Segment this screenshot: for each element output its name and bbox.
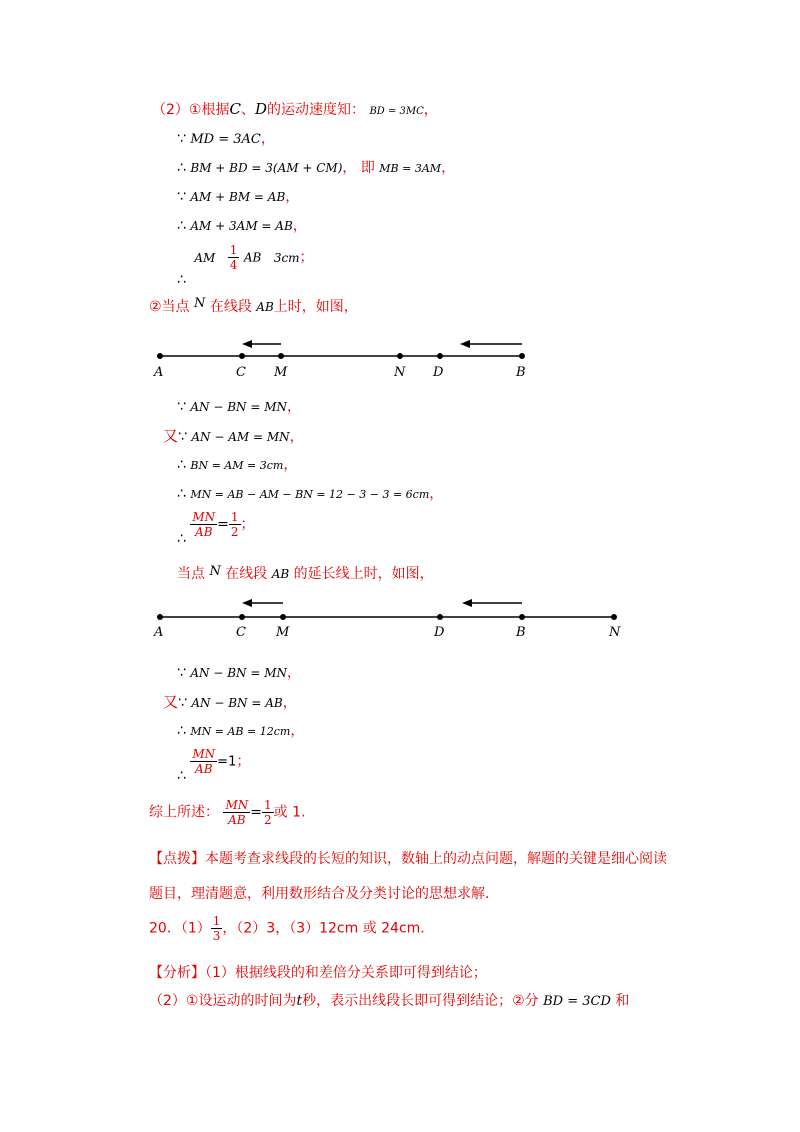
case1-line1 [177,396,301,416]
fraction-numerator: MN [225,798,249,812]
q20-answer [149,914,425,943]
eq-mb-3am: MB = 3AM [379,162,442,175]
you-text: 又 [163,693,179,711]
summary-line [149,798,305,827]
dot-D [437,614,443,620]
case2-line2 [163,691,297,712]
eq-an-am: AN − AM = MN [191,430,290,444]
point-N: N [209,564,221,579]
dot-N [611,614,617,620]
eq-mn-calc: MN = AB − AM − BN = 12 − 3 − 3 = 6cm [190,488,430,501]
comma: ， [289,429,304,445]
fraction-half [229,510,241,539]
q20-number: 20．（1） [149,920,211,937]
comma: ， [292,218,307,234]
case1-line3 [177,454,297,474]
equals-one: =1 [217,754,237,770]
fenxi-text-b: 秒，表示出线段长即可得到结论；②分 [302,993,539,1009]
dot-B [519,353,525,359]
eq-an-bn: AN − BN = MN [190,400,288,414]
therefore-symbol: ∴ [177,767,186,784]
dot-A [157,353,163,359]
segment-AB: AB [271,567,290,581]
comma: ， [283,457,298,473]
comma: ， [260,131,275,147]
number-line-diagram-2 [150,592,640,642]
because-symbol: ∵ [177,665,186,681]
point-C: C [229,100,241,118]
semicolon: ； [299,249,314,266]
fenxi-line2 [149,990,629,1010]
fraction-half [262,798,274,827]
am-label: AM [194,250,216,265]
therefore-symbol: ∴ [177,530,186,547]
line-am-3am [177,215,307,235]
comma: ， [282,695,297,711]
label-M: M [274,365,288,380]
label-B: B [516,625,526,640]
ji-text: 即 [360,160,375,176]
fenxi-text-c: 和 [615,993,630,1009]
arrowhead-icon [242,340,252,348]
dot-N [397,353,403,359]
separator: 、 [240,102,255,118]
comma: ， [287,399,302,415]
eq-bm-bd: BM + BD = 3(AM + CM) [190,161,343,175]
therefore-symbol: ∴ [177,457,186,473]
label-A: A [154,625,164,640]
eq-bd-3cd: BD = 3CD [543,994,611,1009]
fraction-denominator: AB [195,525,213,539]
comma: ， [287,665,302,681]
eq-bn-am: BN = AM = 3cm [190,459,284,472]
label-C: C [236,625,246,640]
comma: ， [429,486,444,502]
case1-tail: 上时，如图， [273,299,358,315]
fenxi-text-a: （2）①设运动的时间为 [149,993,297,1009]
fraction-numerator: 1 [230,510,239,524]
equals: = [217,516,229,533]
label-B: B [516,365,526,380]
because-symbol: ∵ [177,399,186,415]
segment-AB: AB [256,300,274,314]
case1-line4 [177,483,443,503]
because-symbol: ∵ [177,189,186,205]
case2-head: 当点 [177,566,205,582]
value-3cm: 3cm [273,250,300,265]
fraction-numerator: MN [192,747,216,761]
comma: ， [423,102,438,118]
therefore-symbol: ∴ [177,723,186,739]
dot-M [278,353,284,359]
case2-tail: 的延长线上时，如图， [293,566,434,582]
comma: ， [285,189,300,205]
point-N: N [194,296,206,311]
line-am-result [177,243,314,288]
comma: ， [441,160,456,176]
therefore-symbol: ∴ [177,486,186,502]
eq-am-3am-ab: AM + 3AM = AB [190,219,293,233]
fraction-denominator: 4 [229,258,238,272]
line-am-bm [177,186,299,206]
fenxi-line1: 【分析】（1）根据线段的和差倍分关系即可得到结论； [149,965,487,981]
part2-intro [152,99,438,119]
dianbo-line2: 题目，理清题意，利用数形结合及分类讨论的思想求解. [149,886,490,902]
eq-an-bn-mn: AN − BN = MN [190,666,288,680]
summary-label: 综上所述： [149,804,219,821]
case2-line3 [177,720,304,740]
case1-mid: 在线段 [209,299,252,315]
case1-ratio [177,510,255,547]
semicolon: ； [236,753,251,770]
dot-D [437,353,443,359]
equals: = [250,804,262,821]
case1-heading [149,296,358,316]
dianbo-line1: 【点拨】本题考查求线段的长短的知识，数轴上的动点问题，解题的关键是细心阅读 [149,851,667,867]
intro-text: 的运动速度知： [266,102,365,118]
because-symbol: ∵ [177,131,186,147]
fraction-denominator: 3 [212,929,221,943]
number-line-diagram-1 [150,330,550,380]
case1-line2 [163,425,304,446]
dot-C [239,353,245,359]
dot-B [519,614,525,620]
label-D: D [434,625,445,640]
point-D: D [254,100,267,118]
fraction-mn-ab [190,510,217,539]
arrowhead-icon [462,599,472,607]
fraction-quarter [228,243,240,272]
arrowhead-icon [242,599,252,607]
label-D: D [433,365,444,380]
q20-rest: ，（2）3，（3）12cm 或 24cm. [222,920,425,937]
fraction-denominator: AB [195,762,213,776]
dot-A [157,614,163,620]
label-A: A [154,365,164,380]
therefore-symbol: ∴ [177,160,186,176]
ab-label: AB [243,250,262,265]
because-symbol: ∵ [178,695,187,711]
eq-bd-3mc: BD = 3MC [369,106,424,117]
label-N: N [394,365,406,380]
line-bm-bd [177,157,455,177]
case2-mid: 在线段 [225,566,268,582]
case2-line1 [177,662,301,682]
label-N: N [609,625,621,640]
comma: ， [290,723,305,739]
comma: ， [342,160,357,176]
dot-M [280,614,286,620]
summary-tail: 或 1. [273,804,306,821]
fraction-denominator: 2 [230,525,239,539]
semicolon: ； [240,516,255,533]
case2-ratio [177,747,251,784]
case1-head: ②当点 [149,299,190,315]
eq-md: MD = 3AC [190,132,261,147]
var-t: t [296,993,303,1009]
label-C: C [236,365,246,380]
therefore-symbol: ∴ [177,218,186,234]
fraction-denominator: AB [228,813,246,827]
intro-number: （2）①根据 [152,102,230,118]
fraction-numerator: MN [192,510,216,524]
fraction-mn-ab [223,798,250,827]
fraction-mn-ab [190,747,217,776]
dot-C [239,614,245,620]
because-symbol: ∵ [178,429,187,445]
label-M: M [276,625,290,640]
arrowhead-icon [460,340,470,348]
eq-mn-ab-12: MN = AB = 12cm [190,725,291,738]
you-text: 又 [163,427,179,445]
fraction-third [211,914,223,943]
eq-am-bm-ab: AM + BM = AB [190,190,286,204]
fraction-numerator: 1 [229,243,238,257]
fraction-denominator: 2 [263,813,272,827]
eq-an-bn-ab: AN − BN = AB [191,696,283,710]
fraction-numerator: 1 [263,798,272,812]
fraction-numerator: 1 [212,914,221,928]
line-md [177,128,275,148]
therefore-symbol: ∴ [177,271,186,288]
case2-heading [177,563,434,583]
